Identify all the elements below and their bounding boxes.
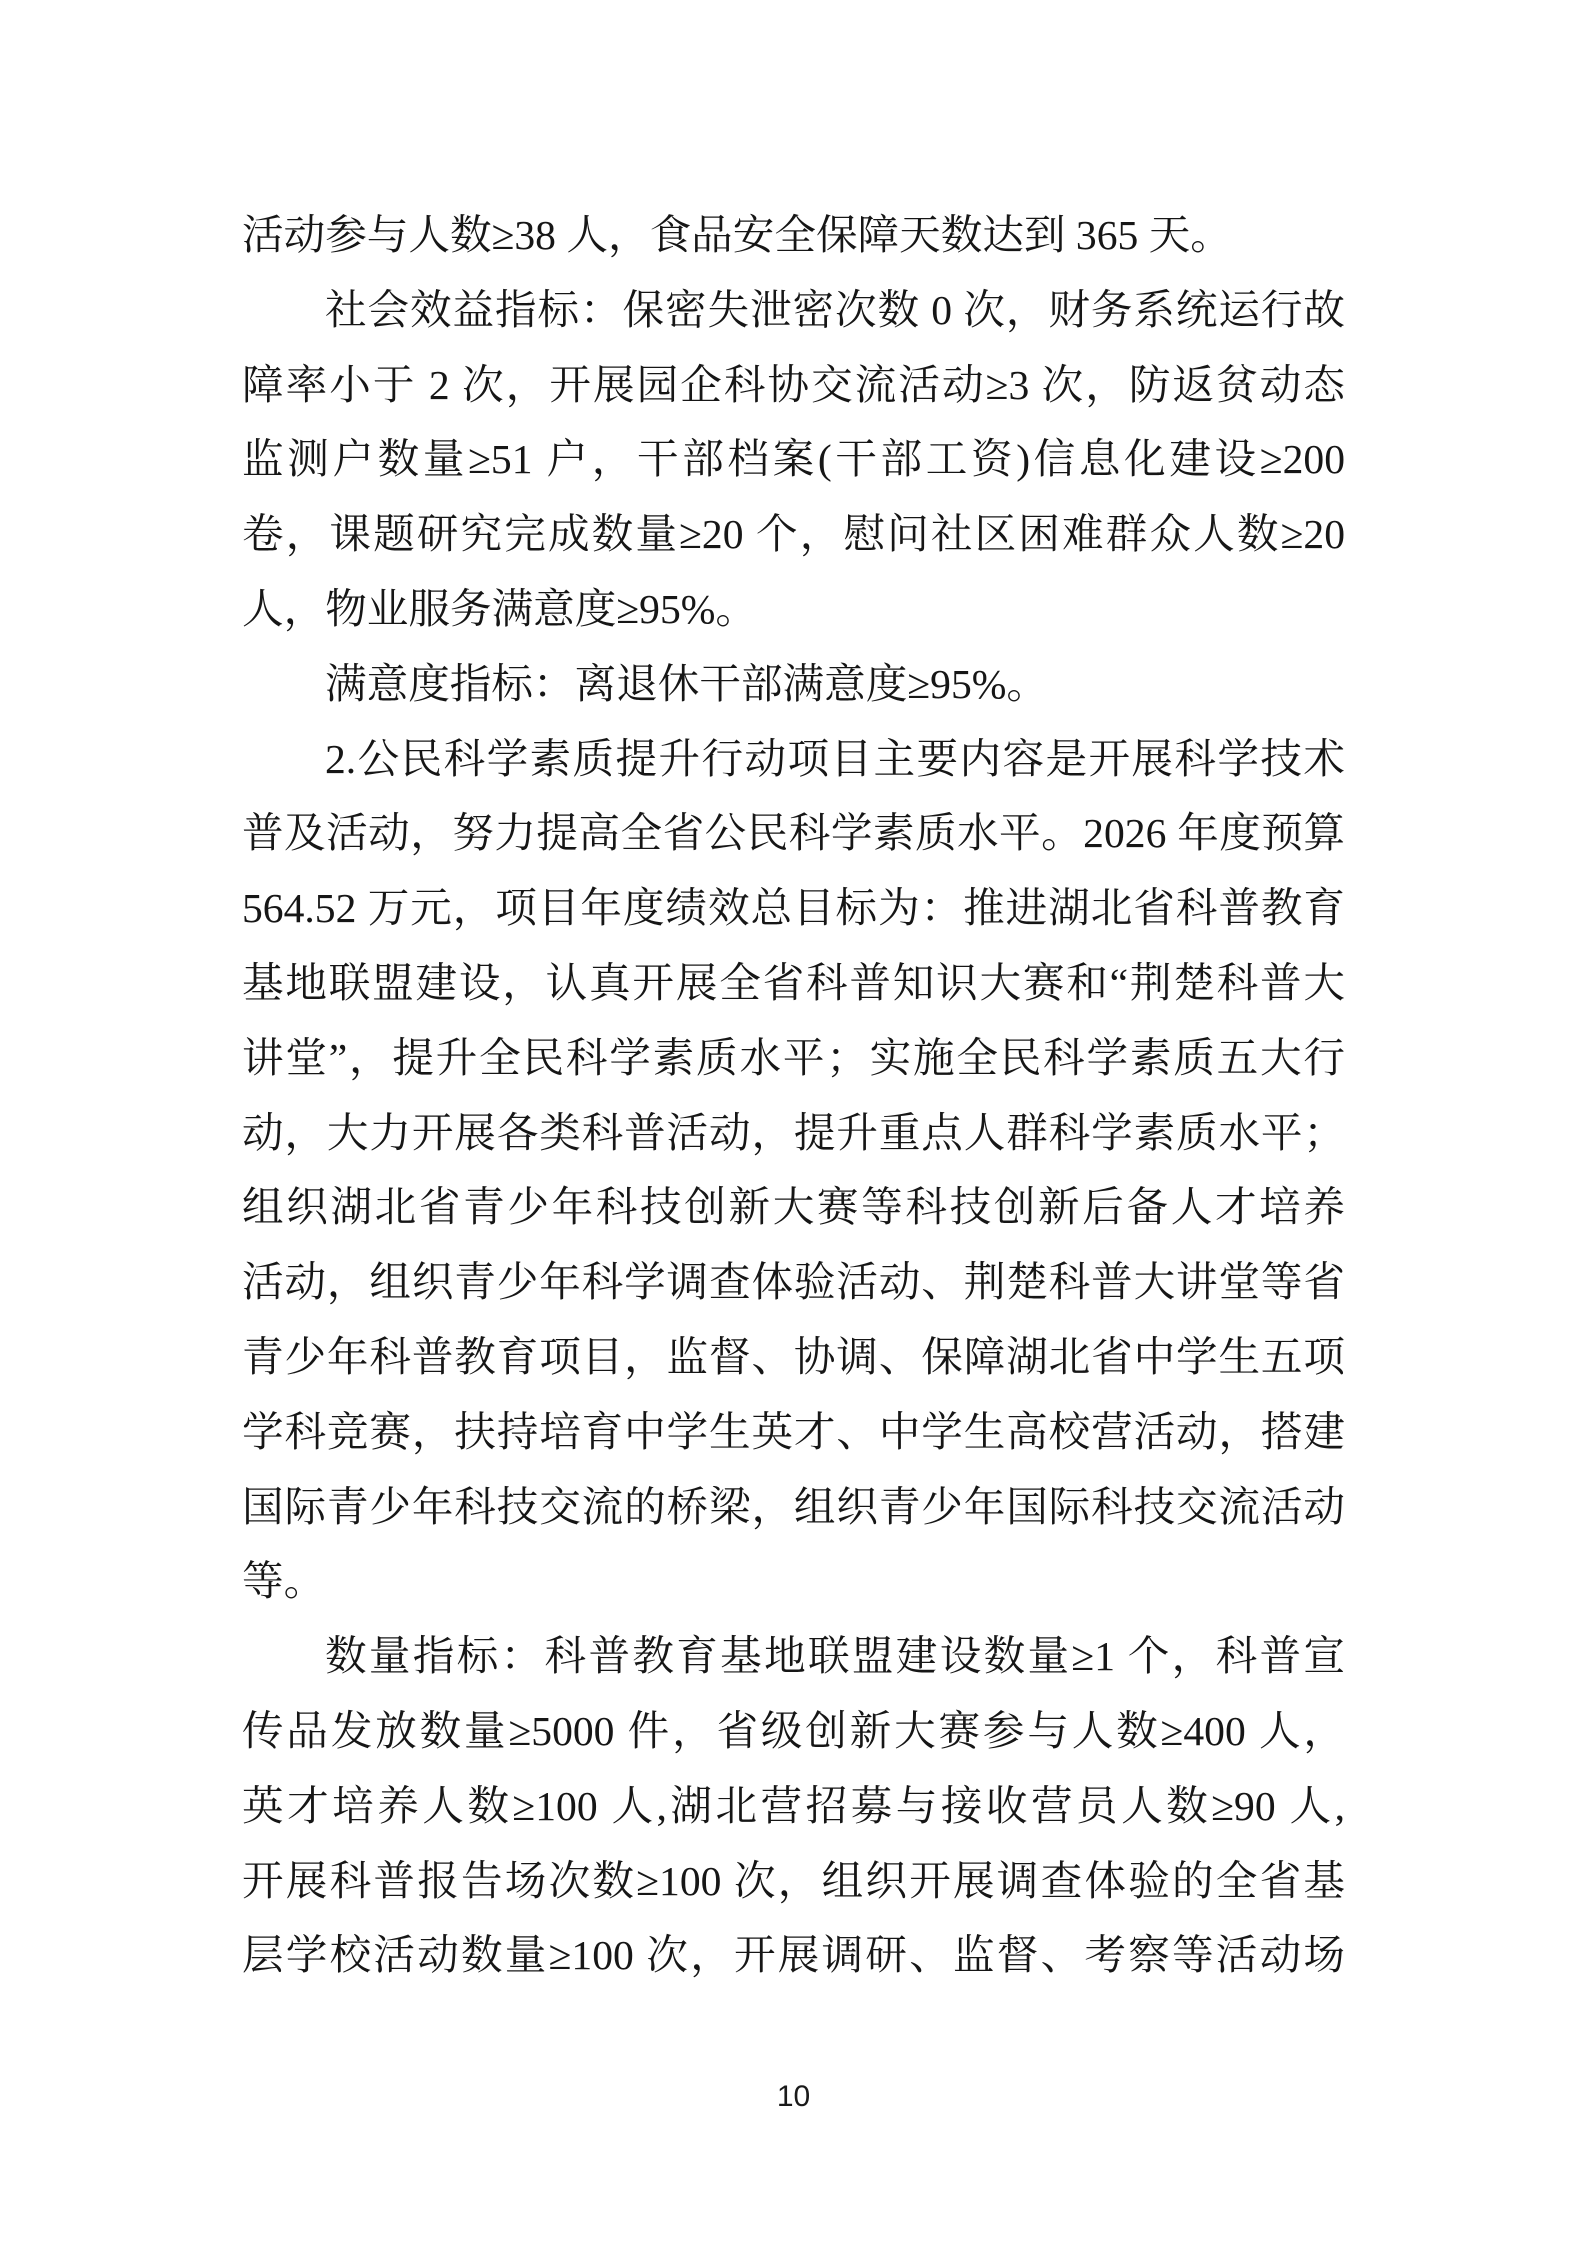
text-line: 动，大力开展各类科普活动，提升重点人群科学素质水平； xyxy=(242,1109,1345,1156)
text-line: 讲堂”，提升全民科学素质水平；实施全民科学素质五大行 xyxy=(242,1034,1345,1081)
text-line: 卷，课题研究完成数量≥20 个，慰问社区困难群众人数≥20 xyxy=(242,511,1345,558)
text-line: 传品发放数量≥5000 件，省级创新大赛参与人数≥400 人， xyxy=(242,1707,1345,1754)
text-line: 满意度指标：离退休干部满意度≥95%。 xyxy=(325,660,1048,707)
text-line: 组织湖北省青少年科技创新大赛等科技创新后备人才培养 xyxy=(242,1184,1345,1231)
text-line: 人，物业服务满意度≥95%。 xyxy=(242,585,758,632)
text-line: 2.公民科学素质提升行动项目主要内容是开展科学技术 xyxy=(325,735,1345,782)
text-line: 社会效益指标：保密失泄密次数 0 次，财务系统运行故 xyxy=(325,286,1345,333)
text-line: 活动参与人数≥38 人，食品安全保障天数达到 365 天。 xyxy=(242,212,1232,258)
text-line: 基地联盟建设，认真开展全省科普知识大赛和“荆楚科普大 xyxy=(242,959,1345,1006)
text-line: 监测户数量≥51 户，干部档案(干部工资)信息化建设≥200 xyxy=(242,436,1345,483)
text-line: 层学校活动数量≥100 次，开展调研、监督、考察等活动场 xyxy=(242,1932,1345,1979)
text-line: 数量指标：科普教育基地联盟建设数量≥1 个，科普宣 xyxy=(325,1633,1345,1680)
text-line: 青少年科普教育项目，监督、协调、保障湖北省中学生五项 xyxy=(242,1333,1345,1380)
text-line: 普及活动，努力提高全省公民科学素质水平。2026 年度预算 xyxy=(242,810,1345,857)
text-line: 国际青少年科技交流的桥梁，组织青少年国际科技交流活动 xyxy=(242,1483,1345,1530)
text-line: 564.52 万元，项目年度绩效总目标为：推进湖北省科普教育 xyxy=(242,885,1345,932)
text-line: 活动，组织青少年科学调查体验活动、荆楚科普大讲堂等省 xyxy=(242,1259,1345,1306)
text-line: 开展科普报告场次数≥100 次，组织开展调查体验的全省基 xyxy=(242,1857,1345,1904)
text-line: 等。 xyxy=(242,1558,326,1605)
text-line: 学科竞赛，扶持培育中学生英才、中学生高校营活动，搭建 xyxy=(242,1408,1345,1455)
text-line: 障率小于 2 次，开展园企科协交流活动≥3 次，防返贫动态 xyxy=(242,361,1345,408)
page-number: 10 xyxy=(776,2080,811,2113)
text-line: 英才培养人数≥100 人,湖北营招募与接收营员人数≥90 人, xyxy=(242,1782,1345,1829)
text-block xyxy=(242,198,1345,1993)
